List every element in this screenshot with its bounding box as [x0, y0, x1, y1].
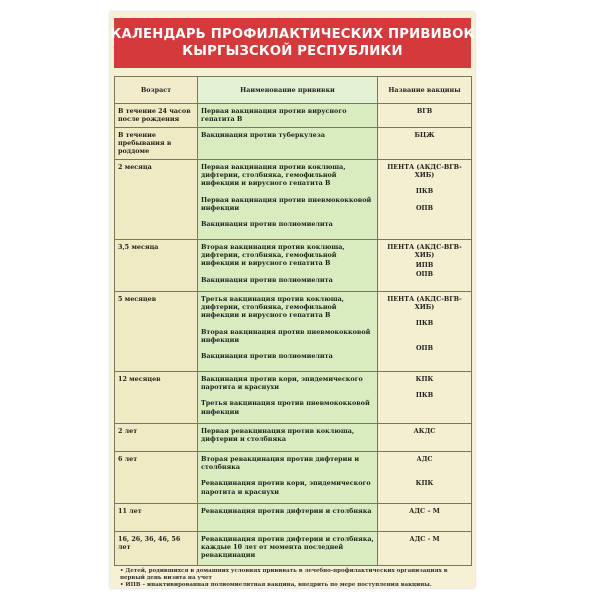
age-cell: В течение 24 часов после рождения — [115, 104, 198, 128]
vaccine-cell — [378, 452, 472, 504]
vaccine-code: ОПВ — [415, 269, 433, 278]
vaccination-cell — [198, 292, 378, 372]
vaccination-cell — [198, 372, 378, 424]
vaccine-code: ПЕНТА (АКДС-ВГВ-ХИБ) — [387, 163, 462, 180]
table-row — [115, 372, 472, 424]
vaccination-item: Вакцинация против туберкулеза — [201, 131, 325, 139]
vaccine-code: ПЕНТА (АКДС-ВГВ-ХИБ) — [387, 243, 462, 260]
vaccination-item: Вакцинация против полиомиелита — [201, 352, 333, 361]
age-cell: 6 лет — [115, 452, 198, 504]
header-name: Наименование прививки — [198, 77, 378, 104]
age-cell: 2 месяца — [115, 160, 198, 240]
vaccination-item: Первая вакцинация против пневмококковой инфекции — [201, 195, 372, 212]
age-cell: 11 лет — [115, 504, 198, 532]
vaccine-cell — [378, 240, 472, 292]
vaccination-item: Вторая вакцинация против коклюша, дифтерии, столбняка, гемофильной инфекции и вирусного гепатита В — [201, 243, 345, 268]
vaccination-cell — [198, 532, 378, 566]
vaccination-item: Вторая вакцинация против пневмококковой инфекции — [201, 327, 371, 344]
vaccine-code: БЦЖ — [414, 131, 435, 139]
table-row — [115, 424, 472, 452]
vaccine-cell — [378, 160, 472, 240]
vaccination-calendar-poster — [110, 12, 475, 588]
vaccine-cell — [378, 104, 472, 128]
vaccine-code: ПЕНТА (АКДС-ВГВ-ХИБ) — [387, 295, 462, 312]
vaccine-code: ПКВ — [415, 319, 434, 328]
vaccination-item: Вакцинация против полиомиелита — [201, 275, 333, 284]
vaccine-code: ПКВ — [415, 187, 434, 196]
vaccination-cell — [198, 240, 378, 292]
title-line-2: КЫРГЫЗСКОЙ РЕСПУБЛИКИ — [182, 44, 403, 59]
vaccination-item: Первая вакцинация против вирусного гепатита В — [201, 107, 347, 124]
vaccination-cell — [198, 104, 378, 128]
vaccination-cell — [198, 160, 378, 240]
table-row — [115, 128, 472, 160]
vaccine-cell — [378, 532, 472, 566]
vaccination-item: Ревакцинация против дифтерии и столбняка, каждые 10 лет от момента последней ревакцинации — [201, 535, 374, 560]
vaccination-cell — [198, 452, 378, 504]
table-row — [115, 104, 472, 128]
vaccine-code: ВГВ — [416, 107, 433, 115]
vaccination-item: Вакцинация против полиомиелита — [201, 220, 333, 229]
vaccination-item: Вакцинация против кори, эпидемического паротита и краснухи — [201, 375, 363, 392]
table-row — [115, 240, 472, 292]
header-age: Возраст — [115, 77, 198, 104]
vaccine-code: ОПВ — [415, 343, 433, 352]
vaccine-cell — [378, 424, 472, 452]
table-row — [115, 532, 472, 566]
table-row — [115, 504, 472, 532]
title-line-1: КАЛЕНДАРЬ ПРОФИЛАКТИЧЕСКИХ ПРИВИВОК — [110, 27, 475, 42]
age-cell: 5 месяцев — [115, 292, 198, 372]
header-vaccine: Название вакцины — [378, 77, 472, 104]
table-row — [115, 160, 472, 240]
vaccination-cell — [198, 504, 378, 532]
vaccine-cell — [378, 292, 472, 372]
vaccination-cell — [198, 424, 378, 452]
vaccination-item: Третья вакцинация против коклюша, дифтерии, столбняка, гемофильной инфекции и вирусного гепатита В — [201, 295, 344, 320]
vaccine-code: АДС — [416, 455, 433, 463]
vaccination-item: Ревакцинация против кори, эпидемического паротита и краснухи — [201, 479, 371, 496]
header-row — [115, 77, 472, 104]
footnotes — [120, 568, 468, 589]
footnote: • Детей, родившихся в домашних условиях прививать в лечебно-профилактических организациях в первый день визита на учет — [120, 568, 448, 581]
age-cell: 2 лет — [115, 424, 198, 452]
table-row — [115, 452, 472, 504]
vaccination-item: Третья вакцинация против пневмококковой инфекции — [201, 399, 370, 416]
vaccine-code: АДС – М — [409, 507, 440, 515]
vaccine-code: АДС - М — [409, 535, 440, 543]
age-cell: В течение пребывания в роддоме — [115, 128, 198, 160]
vaccine-code: ОПВ — [415, 203, 433, 212]
vaccine-code: КПК — [415, 375, 434, 383]
footnote: • ИПВ – инактивированная полиомиелитная вакцина, внедрить по мере поступления вакцины. — [120, 582, 432, 588]
vaccination-cell — [198, 128, 378, 160]
schedule-table — [114, 76, 472, 566]
age-cell: 12 месяцев — [115, 372, 198, 424]
vaccination-item: Первая ревакцинация против коклюша, дифтерии и столбняка — [201, 427, 355, 444]
vaccine-cell — [378, 128, 472, 160]
vaccine-code: ПКВ — [415, 391, 434, 400]
table-row — [115, 292, 472, 372]
age-cell: 16, 26, 36, 46, 56 лет — [115, 532, 198, 566]
vaccine-cell — [378, 504, 472, 532]
vaccination-item: Первая вакцинация против коклюша, дифтерии, столбняка, гемофильной инфекции и вирусного гепатита В — [201, 163, 346, 188]
vaccine-code: КПК — [415, 479, 434, 488]
vaccination-item: Ревакцинация против дифтерии и столбняка — [201, 507, 372, 515]
vaccination-item: Вторая ревакцинация против дифтерии и столбняка — [201, 455, 360, 472]
vaccine-code: ИПВ — [415, 261, 434, 270]
age-cell: 3,5 месяца — [115, 240, 198, 292]
vaccine-cell — [378, 372, 472, 424]
vaccine-code: АКДС — [413, 427, 436, 435]
title-banner — [110, 18, 475, 68]
